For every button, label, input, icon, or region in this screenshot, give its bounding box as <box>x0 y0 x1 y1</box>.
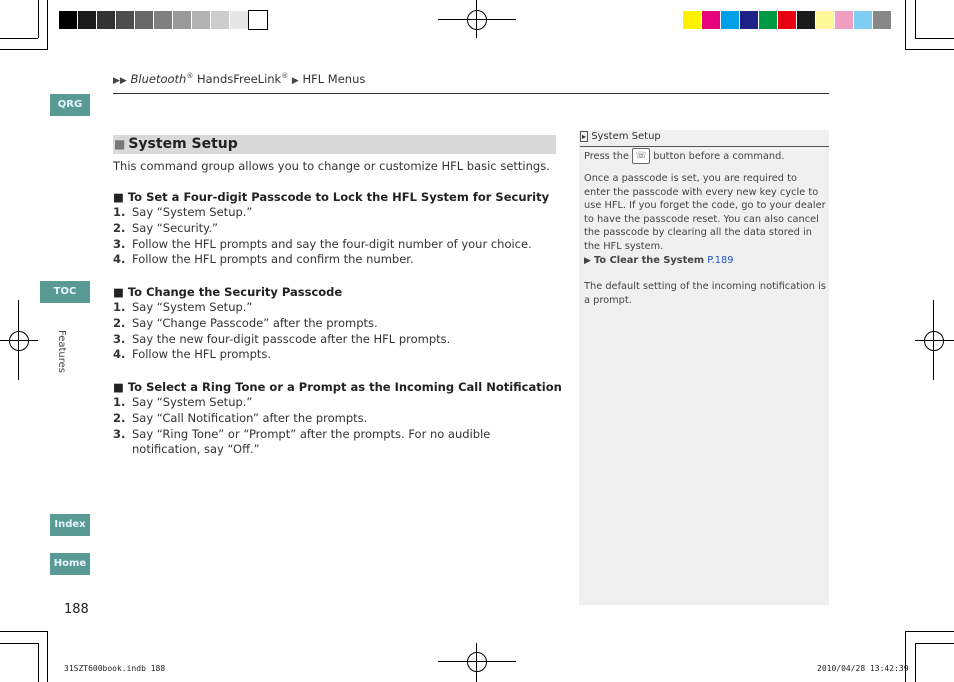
toc-tab[interactable]: TOC <box>40 281 90 303</box>
list-item: 3. Say the new four-digit passcode after the HFL prompts. <box>113 331 451 346</box>
list-item: 1. Say “System Setup.” <box>113 395 253 409</box>
breadcrumb-bluetooth[interactable]: Bluetooth <box>130 72 187 86</box>
color-swatch <box>230 11 248 29</box>
header-divider <box>113 93 829 94</box>
home-tab[interactable]: Home <box>50 553 90 575</box>
list-item: 4. Follow the HFL prompts. <box>113 347 272 362</box>
breadcrumb-arrow-icon: ▶ <box>291 76 299 86</box>
list-item: 2. Say “Change Passcode” after the prompts. <box>113 315 378 330</box>
sidebar-title: ▸ System Setup <box>582 131 661 142</box>
color-swatch <box>702 11 720 29</box>
sidebar-xref[interactable]: ▶ To Clear the System P.189 <box>584 255 734 266</box>
breadcrumb-hfl-menus[interactable]: HFL Menus <box>302 72 366 86</box>
cross-reference-icon: ▶ <box>584 256 591 266</box>
sidebar-press-talk: Press the ☏ button before a command. <box>584 148 826 164</box>
list-item: 1. Say “System Setup.” <box>113 300 253 314</box>
color-swatch <box>854 11 872 29</box>
color-swatch <box>211 11 229 29</box>
list-item: 4. Follow the HFL prompts and confirm the number. <box>113 252 414 267</box>
sidebar-divider <box>580 146 829 147</box>
talk-button-icon: ☏ <box>632 148 650 164</box>
breadcrumb-arrow-icon: ▶▶ <box>113 76 127 86</box>
xref-page-link[interactable]: P.189 <box>707 255 734 266</box>
color-swatch <box>192 11 210 29</box>
color-swatch <box>873 11 891 29</box>
color-swatch <box>683 11 701 29</box>
section-intro: This command group allows you to change or customize HFL basic settings. <box>113 159 550 173</box>
group-heading-change-passcode: ■ To Change the Security Passcode <box>113 285 343 299</box>
breadcrumb: ▶▶ Bluetooth® HandsFreeLink® ▶ HFL Menus <box>113 72 366 86</box>
square-bullet-icon: ■ <box>114 137 126 151</box>
color-swatch <box>835 11 853 29</box>
list-item: 1. Say “System Setup.” <box>113 205 253 219</box>
breadcrumb-handsfreelink[interactable]: HandsFreeLink <box>193 72 282 86</box>
group-heading-passcode-lock: ■ To Set a Four-digit Passcode to Lock the HFL System for Security <box>113 190 550 204</box>
color-swatch <box>173 11 191 29</box>
color-swatch <box>721 11 739 29</box>
color-swatch <box>154 11 172 29</box>
color-swatch <box>740 11 758 29</box>
color-swatch <box>116 11 134 29</box>
index-tab[interactable]: Index <box>50 514 90 536</box>
color-swatch <box>759 11 777 29</box>
color-swatch <box>249 11 267 29</box>
color-swatch <box>78 11 96 29</box>
group-heading-ring-tone: ■ To Select a Ring Tone or a Prompt as the Incoming Call Notification <box>113 380 562 394</box>
list-item: 3. Follow the HFL prompts and say the four-digit number of your choice. <box>113 236 532 251</box>
list-item: 3. Say “Ring Tone” or “Prompt” after the prompts. For no audible notification, say “Off.” <box>113 426 491 457</box>
color-swatch <box>816 11 834 29</box>
chapter-label: Features <box>56 330 67 373</box>
color-swatch <box>97 11 115 29</box>
steps-passcode-lock <box>113 205 558 268</box>
footer-file-info: 31SZT600book.indb 188 <box>64 664 166 673</box>
sidebar-passcode-note: Once a passcode is set, you are required to enter the passcode with every new key cycle to use HFL. If you forget the code, go to your dealer to have the passcode reset. You can also cancel the passcode by clearing all the data stored in the HFL system. <box>584 173 826 252</box>
list-item: 2. Say “Call Notification” after the prompts. <box>113 410 368 425</box>
section-heading: ■ System Setup <box>113 135 556 154</box>
qrg-tab[interactable]: QRG <box>50 94 90 116</box>
color-swatch <box>778 11 796 29</box>
color-swatch <box>135 11 153 29</box>
steps-ring-tone <box>113 395 558 458</box>
steps-change-passcode <box>113 300 558 363</box>
footer-timestamp: 2010/04/28 13:42:39 <box>817 664 909 673</box>
color-swatch <box>797 11 815 29</box>
page-number: 188 <box>64 602 89 617</box>
color-swatch <box>59 11 77 29</box>
list-item: 2. Say “Security.” <box>113 220 218 235</box>
note-icon: ▸ <box>582 132 587 141</box>
sidebar-default-setting-note: The default setting of the incoming notification is a prompt. <box>584 281 826 306</box>
